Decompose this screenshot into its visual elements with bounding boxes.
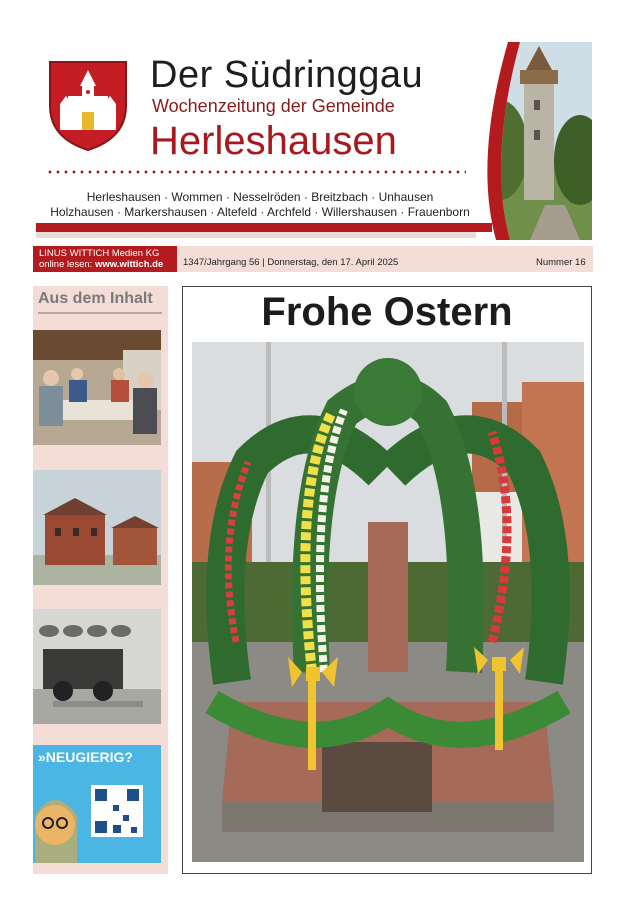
contents-title: Aus dem Inhalt (38, 290, 153, 307)
publisher-name: LINUS WITTICH Medien KG (39, 248, 160, 259)
newspaper-subtitle: Wochenzeitung der Gemeinde (152, 96, 395, 116)
issue-date: 1347/Jahrgang 56 | Donnerstag, den 17. April 2025 (183, 257, 399, 268)
seniors-gathering-photo[interactable] (33, 330, 161, 445)
town-name: Herleshausen (150, 119, 397, 163)
castle-tower-photo (470, 40, 592, 240)
header-red-bar (36, 223, 492, 232)
historic-building-photo[interactable] (33, 470, 161, 585)
online-url[interactable]: www.wittich.de (94, 259, 164, 270)
issue-number: Nummer 16 (536, 257, 586, 268)
old-vehicle-photo[interactable] (33, 609, 161, 724)
online-link[interactable] (39, 259, 163, 270)
places-line-1: Herleshausen · Wommen · Nesselröden · Breitzbach · Unhausen (86, 190, 434, 204)
online-prefix: online lesen: (39, 259, 95, 270)
municipal-crest-icon (46, 56, 130, 152)
ad-headline: »NEUGIERIG? (38, 749, 133, 765)
newspaper-title: Der Südringgau (150, 54, 424, 96)
header-grey-bar (36, 232, 476, 238)
headline: Frohe Ostern (261, 290, 513, 334)
contents-underline (38, 312, 162, 314)
places-line-2: Holzhausen · Markershausen · Altefeld · Archfeld · Willershausen · Frauenborn (50, 205, 470, 219)
easter-fountain-photo[interactable] (192, 342, 584, 862)
dotted-divider (46, 170, 466, 174)
